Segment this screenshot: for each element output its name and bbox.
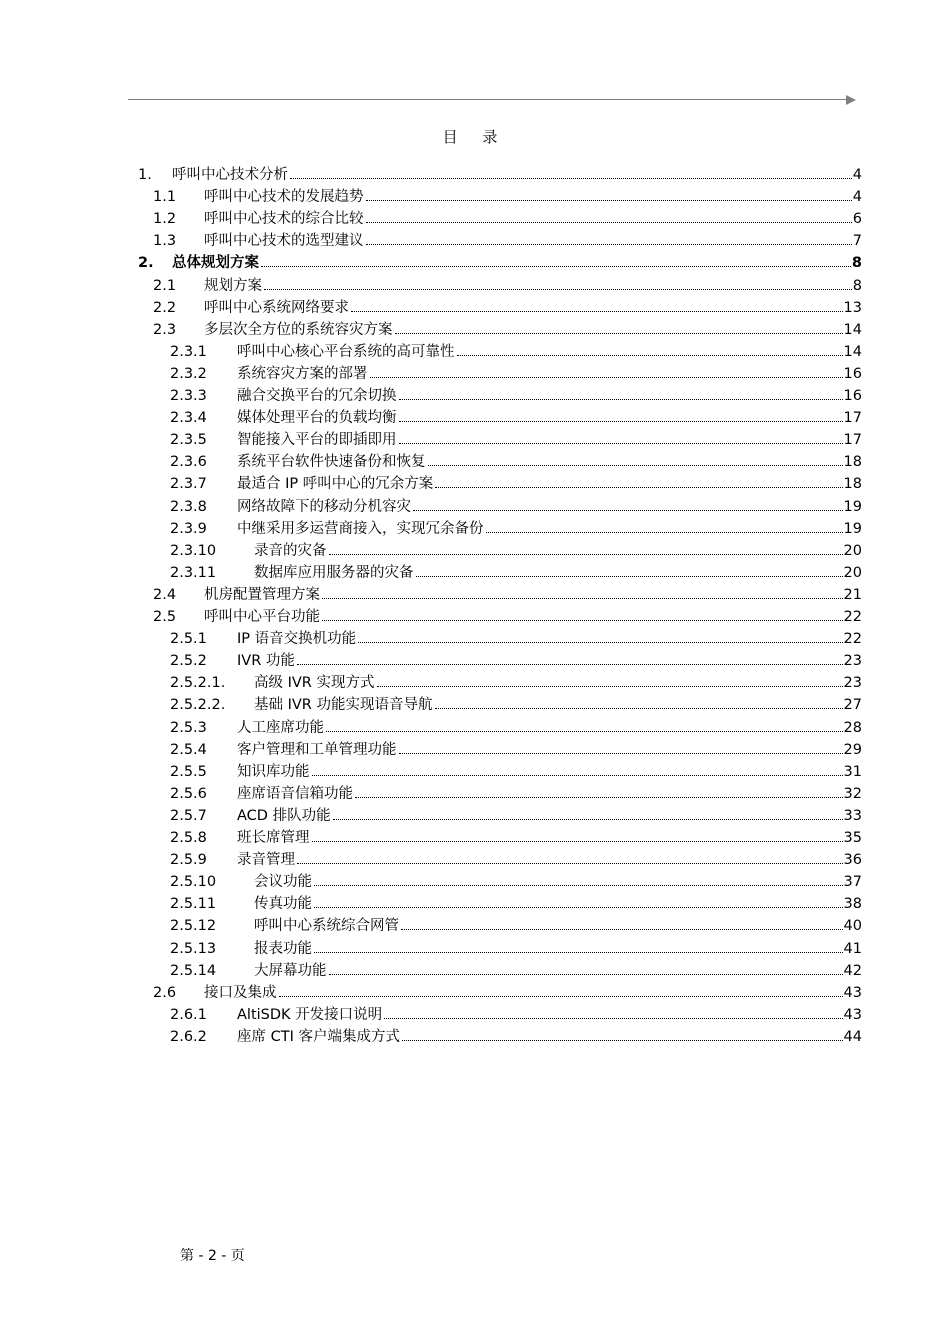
toc-dot-leader: [370, 363, 843, 378]
toc-entry-number: 2.3.9: [170, 520, 207, 537]
toc-dot-leader: [312, 827, 843, 842]
arrow-right-icon: [846, 95, 856, 105]
toc-entry-title: 多层次全方位的系统容灾方案: [204, 319, 394, 341]
toc-entry[interactable]: [0, 805, 950, 827]
toc-entry-title: 呼叫中心技术分析: [172, 164, 289, 186]
toc-entry-leader: [204, 230, 862, 252]
toc-entry-leader: [237, 451, 862, 473]
toc-entry[interactable]: [0, 540, 950, 562]
toc-entry-page: 42: [844, 960, 862, 982]
toc-dot-leader: [314, 871, 843, 886]
toc-entry-page: 23: [844, 672, 862, 694]
toc-entry-title: 报表功能: [254, 938, 313, 960]
toc-entry-title: 总体规划方案: [172, 252, 260, 274]
toc-entry-number: 2.5.5: [170, 763, 207, 780]
page-number-footer: 第 - 2 - 页: [180, 1248, 245, 1264]
toc-entry-leader: [237, 1026, 862, 1048]
toc-entry-page: 27: [844, 694, 862, 716]
toc-entry[interactable]: [0, 871, 950, 893]
toc-entry-page: 17: [844, 407, 862, 429]
toc-entry-number: 2.3.8: [170, 498, 207, 515]
toc-entry[interactable]: [0, 208, 950, 230]
toc-entry-leader: [204, 982, 862, 1004]
toc-entry[interactable]: [0, 363, 950, 385]
toc-entry-title: 基础 IVR 功能实现语音导航: [254, 694, 434, 716]
toc-entry[interactable]: [0, 230, 950, 252]
toc-entry[interactable]: [0, 473, 950, 495]
toc-entry[interactable]: [0, 518, 950, 540]
toc-entry[interactable]: [0, 385, 950, 407]
toc-entry-page: 22: [844, 606, 862, 628]
toc-entry-leader: [237, 650, 862, 672]
toc-dot-leader: [457, 341, 843, 356]
toc-entry-number: 2.3.3: [170, 388, 207, 404]
toc-entry-title: 会议功能: [254, 871, 313, 893]
toc-entry-page: 6: [853, 208, 862, 230]
toc-entry-number: 2.5.12: [170, 918, 217, 935]
toc-dot-leader: [413, 496, 843, 511]
toc-entry[interactable]: [0, 252, 950, 274]
toc-entry-leader: [237, 783, 862, 805]
toc-entry[interactable]: [0, 915, 950, 937]
toc-entry-leader: [254, 938, 862, 960]
toc-dot-leader: [401, 915, 843, 930]
toc-entry-page: 23: [844, 650, 862, 672]
toc-entry-page: 4: [853, 186, 862, 208]
toc-entry-leader: [254, 540, 862, 562]
toc-entry-number: 1.: [138, 167, 152, 183]
toc-entry-number: 2.3.6: [170, 454, 207, 471]
toc-entry-leader: [254, 915, 862, 937]
toc-entry-page: 33: [844, 805, 862, 827]
toc-entry-leader: [237, 805, 862, 827]
toc-entry-page: 19: [844, 496, 862, 518]
toc-entry[interactable]: [0, 275, 950, 297]
toc-entry-number: 2.5.13: [170, 940, 217, 957]
toc-entry[interactable]: [0, 451, 950, 473]
toc-entry-title: 融合交换平台的冗余切换: [237, 385, 398, 407]
toc-entry-page: 8: [853, 275, 862, 297]
toc-entry-leader: [204, 275, 862, 297]
toc-dot-leader: [333, 805, 843, 820]
toc-entry-page: 19: [844, 518, 862, 540]
toc-entry[interactable]: [0, 739, 950, 761]
toc-entry-page: 14: [844, 341, 862, 363]
toc-entry-number: 2.3.1: [170, 343, 207, 360]
toc-entry-title: 呼叫中心技术的选型建议: [204, 230, 365, 252]
toc-entry-page: 29: [844, 739, 862, 761]
toc-dot-leader: [377, 672, 843, 687]
toc-entry-title: 呼叫中心系统网络要求: [204, 297, 350, 319]
toc-entry-number: 2.2: [153, 299, 177, 316]
toc-entry-leader: [237, 761, 862, 783]
toc-entry-title: 大屏幕功能: [254, 960, 328, 982]
toc-entry[interactable]: [0, 164, 950, 186]
toc-entry-leader: [237, 628, 862, 650]
toc-entry-number: 2.3.5: [170, 432, 207, 449]
toc-entry-page: 40: [844, 915, 862, 937]
toc-entry-title: 媒体处理平台的负载均衡: [237, 407, 398, 429]
toc-entry-page: 32: [844, 783, 862, 805]
toc-entry-title: 系统平台软件快速备份和恢复: [237, 451, 427, 473]
toc-entry[interactable]: [0, 584, 950, 606]
toc-entry-title: 网络故障下的移动分机容灾: [237, 496, 412, 518]
toc-entry-title: 录音的灾备: [254, 540, 328, 562]
toc-entry[interactable]: [0, 849, 950, 871]
toc-entry-title: 规划方案: [204, 275, 263, 297]
toc-entry-title: 接口及集成: [204, 982, 278, 1004]
toc-entry-number: 2.4: [153, 586, 177, 603]
toc-dot-leader: [358, 628, 842, 643]
toc-entry-number: 2.3: [153, 321, 177, 338]
toc-dot-leader: [279, 982, 843, 997]
toc-entry-title: 知识库功能: [237, 761, 311, 783]
toc-dot-leader: [395, 319, 843, 334]
toc-entry-title: 座席语音信箱功能: [237, 783, 354, 805]
toc-entry[interactable]: [0, 407, 950, 429]
toc-entry-number: 2.6.1: [170, 1006, 207, 1023]
toc-entry-page: 21: [844, 584, 862, 606]
toc-entry-leader: [204, 606, 862, 628]
toc-dot-leader: [264, 275, 852, 290]
toc-entry[interactable]: [0, 1026, 950, 1048]
toc-entry[interactable]: [0, 297, 950, 319]
toc-dot-leader: [355, 783, 843, 798]
toc-entry[interactable]: [0, 1004, 950, 1026]
toc-entry-number: 2.5.10: [170, 874, 217, 891]
toc-dot-leader: [486, 518, 843, 533]
toc-entry-page: 20: [844, 540, 862, 562]
toc-entry-page: 14: [844, 319, 862, 341]
toc-entry-title: 呼叫中心核心平台系统的高可靠性: [237, 341, 456, 363]
toc-entry-page: 22: [844, 628, 862, 650]
toc-dot-leader: [314, 938, 843, 953]
toc-dot-leader: [322, 584, 843, 599]
toc-entry-page: 43: [844, 982, 862, 1004]
toc-dot-leader: [366, 208, 852, 223]
toc-dot-leader: [366, 230, 852, 245]
toc-entry-title: 中继采用多运营商接入，实现冗余备份: [237, 518, 485, 540]
toc-entry[interactable]: [0, 893, 950, 915]
toc-entry-page: 35: [844, 827, 862, 849]
toc-dot-leader: [297, 650, 843, 665]
toc-entry-number: 1.2: [153, 211, 177, 228]
toc-entry-title: 智能接入平台的即插即用: [237, 429, 398, 451]
toc-entry-leader: [254, 694, 862, 716]
toc-dot-leader: [399, 739, 843, 754]
toc-dot-leader: [351, 297, 843, 312]
toc-entry-leader: [204, 319, 862, 341]
toc-entry-title: 座席 CTI 客户端集成方式: [237, 1026, 401, 1048]
toc-entry-leader: [237, 429, 862, 451]
toc-entry-title: 呼叫中心技术的发展趋势: [204, 186, 365, 208]
toc-entry-title: 班长席管理: [237, 827, 311, 849]
toc-entry[interactable]: [0, 606, 950, 628]
toc-dot-leader: [290, 164, 852, 179]
toc-entry-page: 17: [844, 429, 862, 451]
toc-dot-leader: [329, 540, 843, 555]
toc-entry-number: 2.3.11: [170, 564, 217, 581]
toc-entry[interactable]: [0, 717, 950, 739]
toc-entry-leader: [237, 849, 862, 871]
toc-entry-title: IVR 功能: [237, 650, 296, 672]
toc-entry-leader: [254, 562, 862, 584]
toc-entry-page: 44: [844, 1026, 862, 1048]
toc-dot-leader: [399, 407, 843, 422]
toc-entry-number: 1.1: [153, 189, 177, 206]
toc-entry[interactable]: [0, 341, 950, 363]
toc-entry-number: 2.5.6: [170, 785, 207, 802]
toc-entry[interactable]: [0, 429, 950, 451]
toc-entry-number: 2.1: [153, 277, 177, 294]
toc-entry-title: 机房配置管理方案: [204, 584, 321, 606]
toc-entry-leader: [237, 363, 862, 385]
toc-entry-title: ACD 排队功能: [237, 805, 332, 827]
toc-entry-number: 2.3.7: [170, 476, 207, 493]
toc-entry-leader: [237, 407, 862, 429]
header-rule: [128, 99, 848, 100]
toc-dot-leader: [416, 562, 843, 577]
toc-entry-number: 2.3.10: [170, 542, 217, 559]
toc-dot-leader: [435, 473, 842, 488]
toc-entry-leader: [237, 827, 862, 849]
toc-entry-leader: [237, 1004, 862, 1026]
toc-entry-page: 16: [844, 363, 862, 385]
toc-entry-page: 16: [844, 385, 862, 407]
toc-dot-leader: [326, 717, 843, 732]
toc-dot-leader: [312, 761, 843, 776]
toc-entry-leader: [204, 584, 862, 606]
toc-entry[interactable]: [0, 319, 950, 341]
toc-entry[interactable]: [0, 783, 950, 805]
toc-entry-leader: [204, 186, 862, 208]
toc-entry-number: 2.5.14: [170, 962, 217, 979]
toc-entry-number: 2.5.9: [170, 852, 207, 869]
toc-entry-number: 2.6.2: [170, 1028, 207, 1045]
toc-entry-number: 2.5.1: [170, 631, 207, 648]
toc-entry-number: 2.3.2: [170, 365, 207, 382]
toc-entry-title: 数据库应用服务器的灾备: [254, 562, 415, 584]
toc-entry-number: 2.3.4: [170, 410, 207, 427]
toc-entry-leader: [237, 518, 862, 540]
toc-entry-number: 2.5.8: [170, 830, 207, 846]
toc-dot-leader: [428, 451, 843, 466]
toc-dot-leader: [402, 1026, 843, 1041]
toc-entry[interactable]: [0, 496, 950, 518]
toc-entry-leader: [172, 252, 862, 274]
toc-dot-leader: [314, 893, 843, 908]
toc-entry-page: 7: [853, 230, 862, 252]
toc-entry-page: 36: [844, 849, 862, 871]
toc-entry[interactable]: [0, 827, 950, 849]
toc-entry[interactable]: [0, 982, 950, 1004]
toc-dot-leader: [399, 429, 843, 444]
toc-entry-page: 13: [844, 297, 862, 319]
toc-entry-title: 呼叫中心系统综合网管: [254, 915, 400, 937]
toc-entry-page: 38: [844, 893, 862, 915]
toc-entry-leader: [172, 164, 862, 186]
toc-entry[interactable]: [0, 628, 950, 650]
toc-dot-leader: [322, 606, 843, 621]
toc-entry-page: 37: [844, 871, 862, 893]
toc-entry-number: 2.5: [153, 609, 177, 625]
toc-entry-page: 31: [844, 761, 862, 783]
toc-entry-page: 4: [853, 164, 862, 186]
toc-entry-page: 41: [844, 938, 862, 960]
toc-entry-page: 20: [844, 562, 862, 584]
toc-entry-number: 2.5.4: [170, 741, 207, 758]
toc-entry[interactable]: [0, 650, 950, 672]
toc-entry-leader: [254, 893, 862, 915]
toc-entry-leader: [237, 385, 862, 407]
toc-entry-leader: [254, 871, 862, 893]
toc-entry-title: 呼叫中心技术的综合比较: [204, 208, 365, 230]
toc-dot-leader: [435, 694, 843, 709]
toc-entry-number: 2.5.7: [170, 807, 207, 824]
toc-dot-leader: [329, 960, 843, 975]
toc-entry-number: 2.5.3: [170, 719, 207, 736]
toc-entry-page: 18: [844, 451, 862, 473]
toc-entry-number: 2.5.2: [170, 653, 207, 670]
toc-dot-leader: [297, 849, 843, 864]
toc-entry-leader: [237, 496, 862, 518]
toc-entry-page: 28: [844, 717, 862, 739]
toc-entry-title: AltiSDK 开发接口说明: [237, 1004, 383, 1026]
toc-entry[interactable]: [0, 694, 950, 716]
toc-entry-page: 43: [844, 1004, 862, 1026]
toc-entry[interactable]: [0, 938, 950, 960]
toc-entry-title: 人工座席功能: [237, 717, 325, 739]
toc-entry-title: 系统容灾方案的部署: [237, 363, 369, 385]
toc-entry-number: 2.: [138, 255, 154, 272]
toc-dot-leader: [366, 186, 852, 201]
toc-entry-number: 2.5.2.2.: [170, 697, 226, 714]
toc-entry-leader: [237, 717, 862, 739]
toc-entry-number: 1.3: [153, 233, 177, 250]
toc-entry-title: 最适合 IP 呼叫中心的冗余方案: [237, 473, 434, 495]
toc-entry-title: 传真功能: [254, 893, 313, 915]
toc-entry-title: 呼叫中心平台功能: [204, 606, 321, 628]
toc-entry-number: 2.5.11: [170, 896, 217, 913]
toc-dot-leader: [261, 252, 851, 267]
toc-dot-leader: [384, 1004, 842, 1019]
toc-entry-leader: [237, 341, 862, 363]
toc-entry-number: 2.5.2.1.: [170, 675, 226, 692]
toc-entry-title: 高级 IVR 实现方式: [254, 672, 376, 694]
toc-entry[interactable]: [0, 960, 950, 982]
toc-entry[interactable]: [0, 761, 950, 783]
toc-entry-leader: [204, 208, 862, 230]
toc-entry-title: IP 语音交换机功能: [237, 628, 357, 650]
toc-entry-title: 客户管理和工单管理功能: [237, 739, 398, 761]
toc-title: 目 录: [442, 128, 508, 146]
toc-entry-page: 18: [844, 473, 862, 495]
toc-entry-leader: [237, 473, 862, 495]
toc-entry-leader: [237, 739, 862, 761]
toc-dot-leader: [399, 385, 843, 400]
toc-entry-leader: [204, 297, 862, 319]
toc-entry[interactable]: [0, 186, 950, 208]
toc-entry-page: 8: [852, 252, 862, 274]
toc-entry-leader: [254, 960, 862, 982]
toc-entry-title: 录音管理: [237, 849, 296, 871]
toc-entry[interactable]: [0, 672, 950, 694]
toc-entry[interactable]: [0, 562, 950, 584]
toc-entry-number: 2.6: [153, 984, 177, 1001]
toc-entry-leader: [254, 672, 862, 694]
